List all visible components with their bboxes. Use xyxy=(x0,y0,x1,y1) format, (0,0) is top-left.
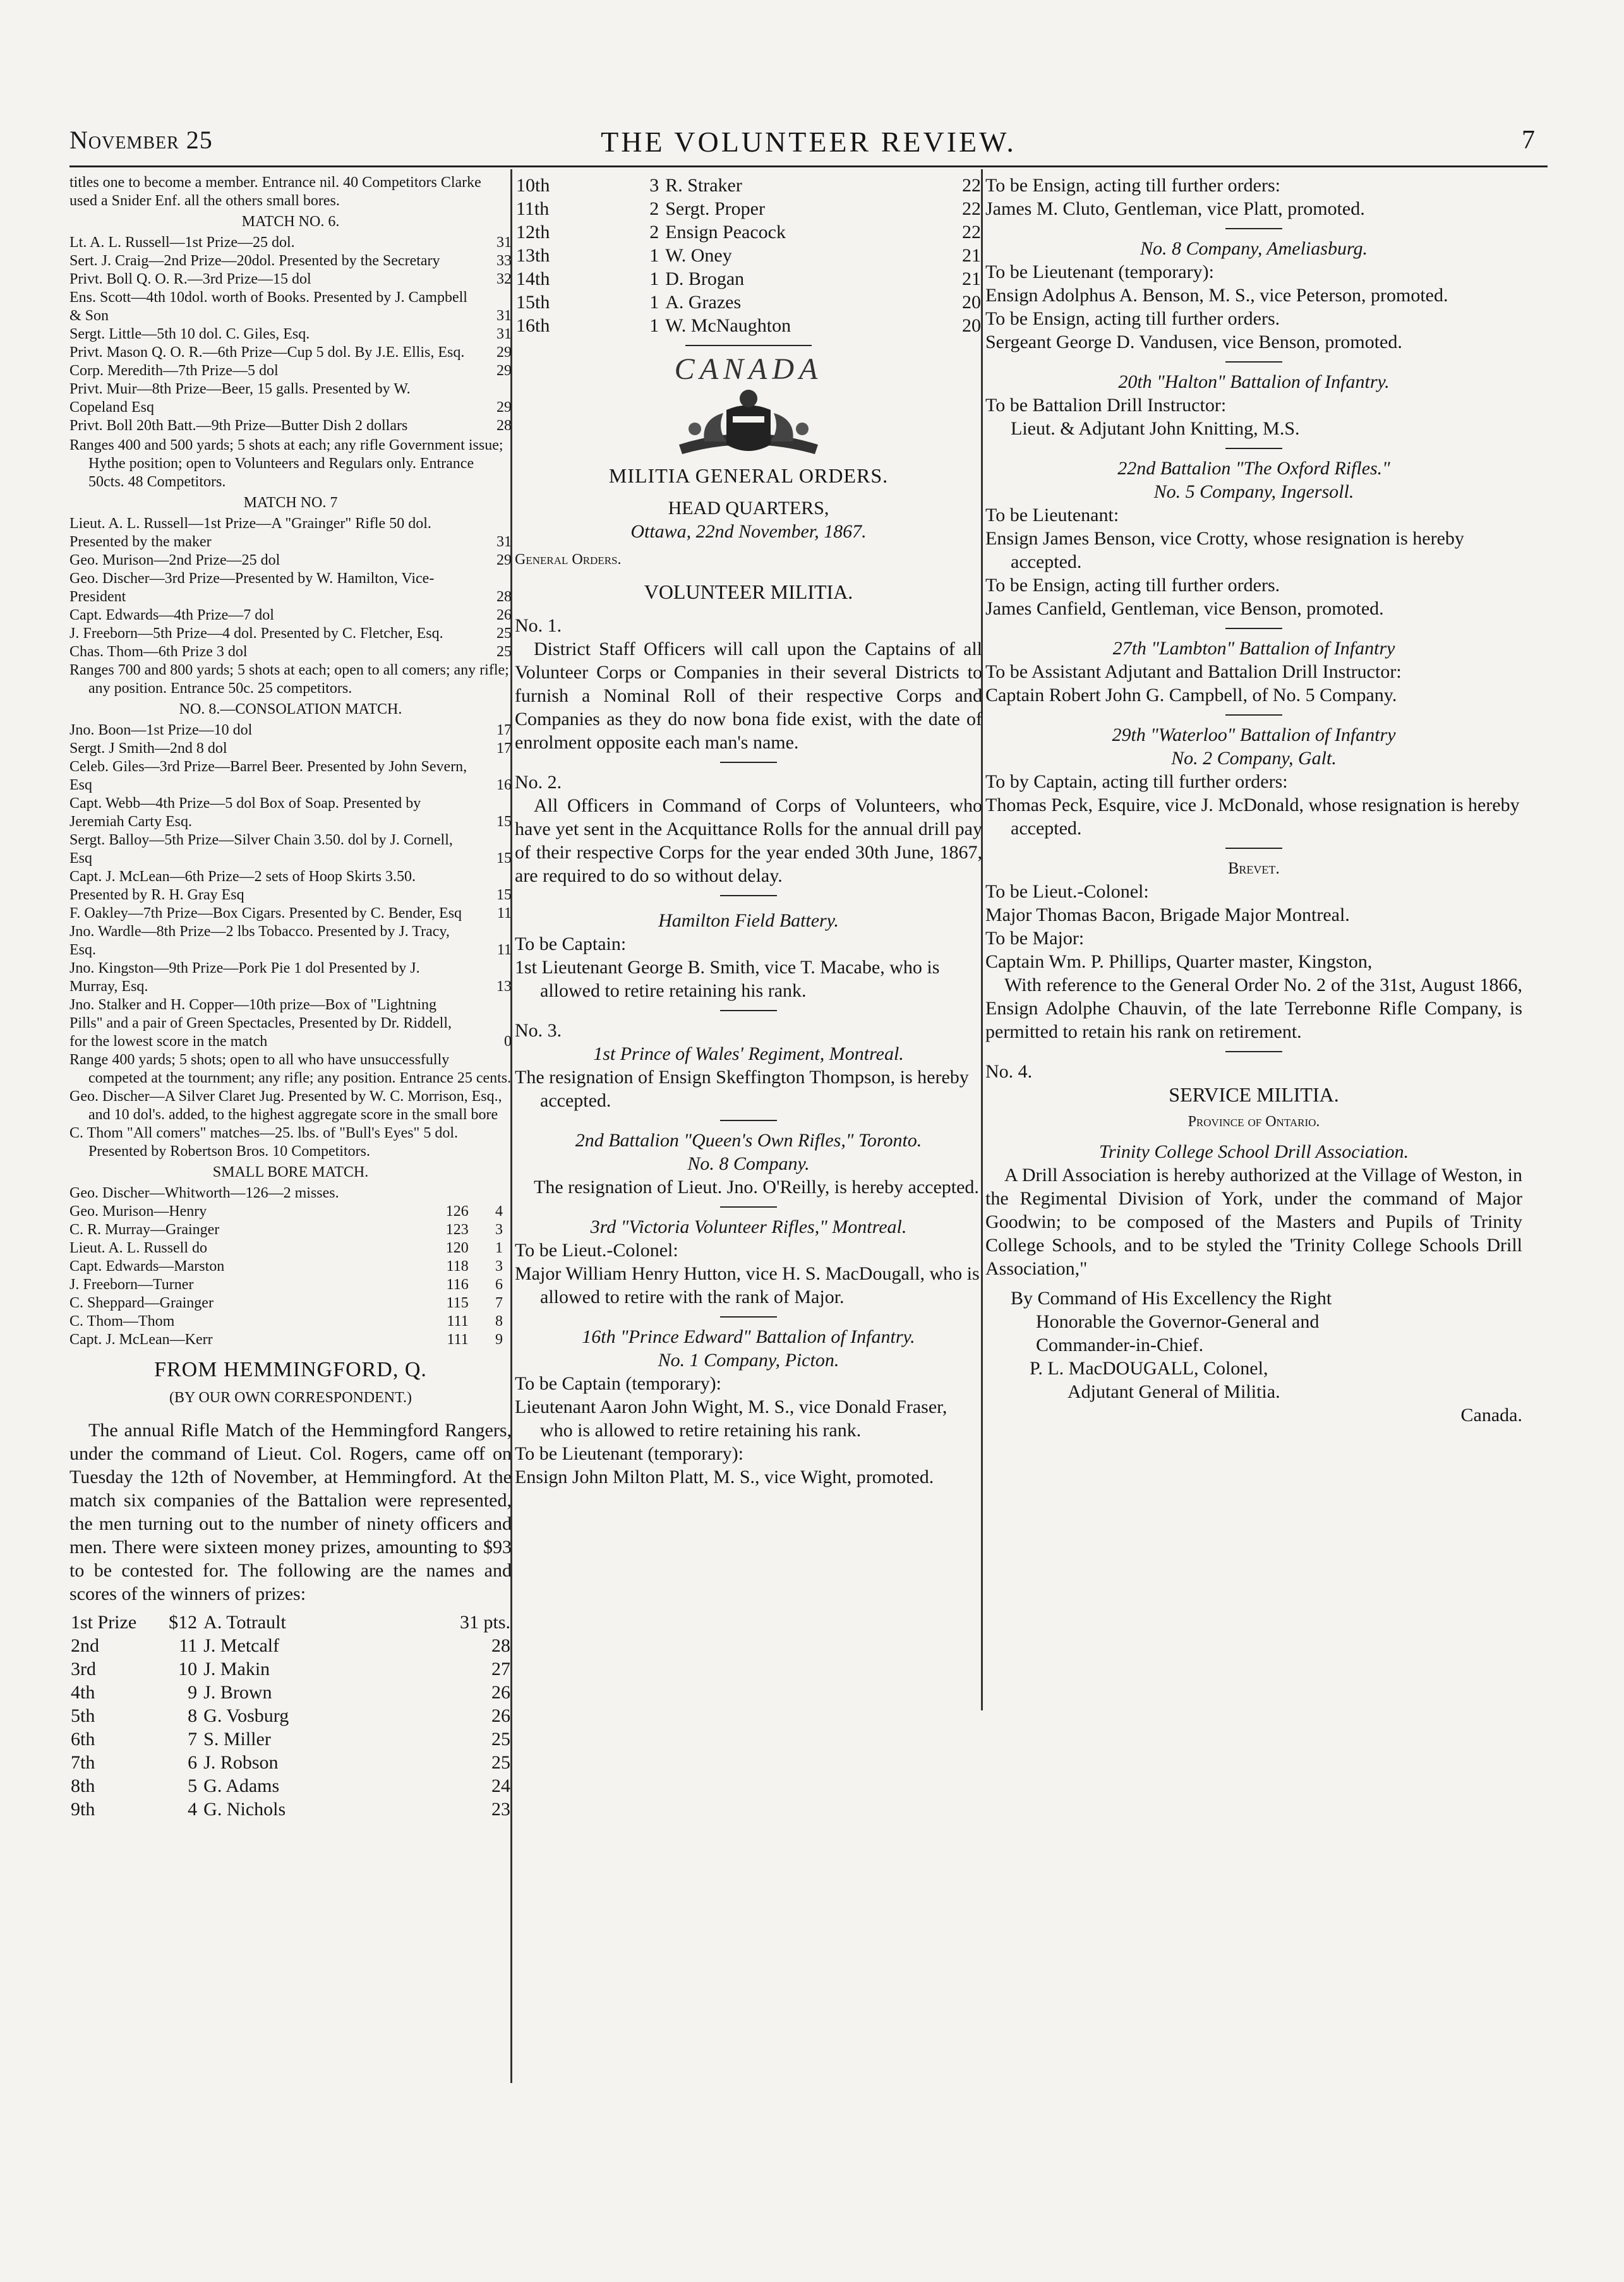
prize-place: 6th xyxy=(71,1729,95,1750)
prize-row xyxy=(515,197,982,220)
prize-winner: J. Robson xyxy=(203,1752,279,1773)
prize-amount: 5 xyxy=(188,1775,198,1796)
entry-text: Jno. Wardle—8th Prize—2 lbs Tobacco. Presented by J. Tracy, Esq. xyxy=(69,923,450,958)
signature-place: Canada. xyxy=(1460,1405,1522,1426)
prize-place: 5th xyxy=(71,1705,95,1726)
prize-winner: J. Metcalf xyxy=(203,1635,280,1656)
entry-text: Lt. A. L. Russell—1st Prize—25 dol. xyxy=(69,234,295,251)
prize-place: 16th xyxy=(516,315,550,336)
prize-amount: $12 xyxy=(169,1612,198,1633)
prize-table-continued xyxy=(515,174,982,337)
prize-amount: 2 xyxy=(649,198,659,219)
qor-heading: 2nd Battalion "Queen's Own Rifles," Toronto. xyxy=(575,1130,922,1151)
prize-place: 7th xyxy=(71,1752,95,1773)
entry-text: Privt. Muir—8th Prize—Beer, 15 galls. Presented by W. Copeland Esq xyxy=(69,381,411,416)
score-row xyxy=(69,904,512,923)
waterloo-to-be: To by Captain, acting till further orders: xyxy=(985,771,1288,792)
score-row xyxy=(69,643,512,661)
prize-amount: 1 xyxy=(649,268,659,289)
entry-score: 25 xyxy=(496,625,512,642)
smallbore-name: Capt. J. McLean—Kerr xyxy=(69,1331,213,1348)
oxford-heading: 22nd Battalion "The Oxford Rifles." xyxy=(1117,458,1390,479)
prize-score: 25 xyxy=(491,1752,510,1773)
column-3 xyxy=(985,174,1522,1427)
entry-score: 25 xyxy=(496,644,512,660)
prize-amount: 2 xyxy=(649,222,659,243)
prize-row xyxy=(69,1657,512,1681)
entry-score: 15 xyxy=(496,850,512,867)
command-line-3: Commander-in-Chief. xyxy=(1036,1335,1204,1355)
prize-row xyxy=(69,1727,512,1751)
smallbore-name: Lieut. A. L. Russell do xyxy=(69,1240,207,1256)
prize-winner: S. Miller xyxy=(203,1729,271,1750)
prize-place: 12th xyxy=(516,222,550,243)
hemmingford-body: The annual Rifle Match of the Hemmingford Rangers, under the command of Lieut. Col. Rogers, came off on Tuesday the 12th of November, at Hemmingford. At the match six companies of the Battalion were represented, the men turning out to the number of ninety officers and men. There were sixteen money prizes, amounting to $93 to be contested for. The following are the names and scores of the winners of prizes: xyxy=(69,1420,512,1604)
halton-heading: 20th "Halton" Battalion of Infantry. xyxy=(1118,371,1390,392)
brevet-body-2: Captain Wm. P. Phillips, Quarter master, Kingston, xyxy=(985,951,1373,972)
pwr-body: The resignation of Ensign Skeffington Thompson, is hereby accepted. xyxy=(515,1067,969,1111)
prize-amount: 8 xyxy=(188,1705,198,1726)
hamilton-to-be: To be Captain: xyxy=(515,934,627,954)
match7-note: Ranges 700 and 800 yards; 5 shots at each; open to all comers; any rifle; any position. Entrance 50c. 25 competitors. xyxy=(69,662,509,697)
divider xyxy=(720,1206,777,1208)
hq-date: Ottawa, 22nd November, 1867. xyxy=(630,521,867,542)
prize-winner: D. Brogan xyxy=(665,268,745,289)
entry-text: Sergt. J Smith—2nd 8 dol xyxy=(69,740,227,757)
prize-row xyxy=(69,1798,512,1821)
prize-row xyxy=(69,1634,512,1657)
prize-score: 25 xyxy=(491,1729,510,1750)
amel-body-2: Sergeant George D. Vandusen, vice Benson, promoted. xyxy=(985,332,1402,352)
entry-score: 28 xyxy=(496,417,512,434)
score-row xyxy=(69,740,512,758)
oxford-to-be-2: To be Ensign, acting till further orders. xyxy=(985,575,1280,596)
score-row xyxy=(69,570,512,606)
entry-text: Sert. J. Craig—2nd Prize—20dol. Presented by the Secretary xyxy=(69,253,440,269)
prize-score: 26 xyxy=(491,1682,510,1703)
prize-place: 9th xyxy=(71,1799,95,1820)
amel-to-be-2: To be Ensign, acting till further orders. xyxy=(985,308,1280,329)
score-row xyxy=(69,325,512,344)
score-row xyxy=(69,758,512,795)
smallbore-row xyxy=(69,1331,512,1349)
entry-text: Capt. Edwards—4th Prize—7 dol xyxy=(69,607,274,623)
orders-title: MILITIA GENERAL ORDERS. xyxy=(608,464,889,487)
entry-text: Geo. Murison—2nd Prize—25 dol xyxy=(69,552,280,568)
pe-subheading: No. 1 Company, Picton. xyxy=(658,1350,839,1371)
canada-title: CANADA xyxy=(674,352,823,386)
halton-body: Lieut. & Adjutant John Knitting, M.S. xyxy=(1011,418,1300,439)
entry-score: 16 xyxy=(496,777,512,793)
match6-note: Ranges 400 and 500 yards; 5 shots at each; any rifle Government issue; Hythe position; open to Volunteers and Regulars only. Entrance 50cts. 48 Competitors. xyxy=(69,437,503,490)
brevet-to-be-2: To be Major: xyxy=(985,928,1085,949)
entry-score: 15 xyxy=(496,887,512,903)
divider xyxy=(720,895,777,896)
prize-score: 22 xyxy=(962,175,981,196)
entry-score: 0 xyxy=(504,1033,512,1050)
brevet-body-1: Major Thomas Bacon, Brigade Major Montreal. xyxy=(985,904,1350,925)
prize-row xyxy=(69,1774,512,1798)
prize-place: 3rd xyxy=(71,1659,96,1679)
service-militia-heading: SERVICE MILITIA. xyxy=(1169,1083,1339,1106)
prize-winner: W. McNaughton xyxy=(665,315,791,336)
ameliasburg-heading: No. 8 Company, Ameliasburg. xyxy=(1140,238,1368,259)
prize-row xyxy=(515,291,982,314)
smallbore-heading: SMALL BORE MATCH. xyxy=(212,1164,369,1180)
prize-amount: 7 xyxy=(188,1729,198,1750)
hemmingford-byline: (BY OUR OWN CORRESPONDENT.) xyxy=(169,1390,412,1406)
score-row xyxy=(69,270,512,289)
smallbore-name: J. Freeborn—Turner xyxy=(69,1276,194,1293)
divider xyxy=(1225,448,1282,449)
prize-winner: J. Brown xyxy=(203,1682,272,1703)
entry-text: Privt. Boll Q. O. R.—3rd Prize—15 dol xyxy=(69,271,311,287)
match7-heading: MATCH NO. 7 xyxy=(243,495,338,511)
entry-text: Lieut. A. L. Russell—1st Prize—A "Grainger" Rifle 50 dol. Presented by the maker xyxy=(69,515,431,550)
smallbore-row xyxy=(69,1276,512,1294)
brevet-to-be-1: To be Lieut.-Colonel: xyxy=(985,881,1149,902)
smallbore-score: 111 xyxy=(447,1313,469,1330)
match8-table xyxy=(69,721,512,1051)
smallbore-name: C. Thom—Thom xyxy=(69,1313,175,1330)
entry-text: Jno. Kingston—9th Prize—Pork Pie 1 dol Presented by J. Murray, Esq. xyxy=(69,960,420,995)
entry-score: 29 xyxy=(496,552,512,568)
order-no2: No. 2. xyxy=(515,772,562,793)
divider xyxy=(1225,228,1282,229)
smallbore-score: 123 xyxy=(445,1222,469,1238)
qor-body: The resignation of Lieut. Jno. O'Reilly, is hereby accepted. xyxy=(534,1177,979,1198)
entry-score: 26 xyxy=(496,607,512,623)
entry-text: Sergt. Balloy—5th Prize—Silver Chain 3.50. dol by J. Cornell, Esq xyxy=(69,832,453,867)
vvr-heading: 3rd "Victoria Volunteer Rifles," Montreal. xyxy=(590,1216,907,1237)
prize-score: 27 xyxy=(491,1659,510,1679)
prize-place: 11th xyxy=(516,198,550,219)
entry-score: 17 xyxy=(496,740,512,757)
smallbore-misses: 3 xyxy=(495,1258,503,1275)
score-row xyxy=(69,344,512,362)
score-row xyxy=(69,831,512,868)
prize-score: 31 pts. xyxy=(459,1612,510,1633)
prize-row xyxy=(69,1681,512,1704)
volunteer-militia-heading: VOLUNTEER MILITIA. xyxy=(644,580,853,603)
prize-score: 22 xyxy=(962,198,981,219)
smallbore-misses: 1 xyxy=(495,1240,503,1256)
prize-winner: W. Oney xyxy=(665,245,732,266)
divider xyxy=(720,762,777,763)
prize-place: 8th xyxy=(71,1775,95,1796)
prize-winner: Ensign Peacock xyxy=(665,222,786,243)
entry-text: Capt. Webb—4th Prize—5 dol Box of Soap. Presented by Jeremiah Carty Esq. xyxy=(69,795,421,830)
column-2 xyxy=(515,174,982,1489)
smallbore-score: 118 xyxy=(446,1258,469,1275)
pe-heading: 16th "Prince Edward" Battalion of Infantry. xyxy=(582,1326,915,1347)
prize-place: 1st Prize xyxy=(71,1612,137,1633)
prize-place: 14th xyxy=(516,268,550,289)
prize-place: 4th xyxy=(71,1682,95,1703)
vvr-to-be: To be Lieut.-Colonel: xyxy=(515,1240,678,1261)
amel-to-be-1: To be Lieutenant (temporary): xyxy=(985,261,1214,282)
divider xyxy=(720,1010,777,1011)
prize-amount: 9 xyxy=(188,1682,198,1703)
oxford-to-be-1: To be Lieutenant: xyxy=(985,505,1119,525)
trinity-body: A Drill Association is hereby authorized at the Village of Weston, in the Regimental Division of York, under the command of Major Goodwin; to be composed of the Masters and Pupils of Trinity College Schools, and to be styled the 'Trinity College Schools Drill Association," xyxy=(985,1165,1522,1279)
pe-body-2: Ensign John Milton Platt, M. S., vice Wight, promoted. xyxy=(515,1467,934,1487)
prize-winner: G. Nichols xyxy=(203,1799,286,1820)
smallbore-row xyxy=(69,1294,512,1312)
entry-score: 17 xyxy=(496,722,512,738)
order-no2-body: All Officers in Command of Corps of Volunteers, who have yet sent in the Acquittance Rolls for the annual drill pay of their respective Corps for the year ended 30th June, 1867, are required to do so without delay. xyxy=(515,795,982,886)
divider xyxy=(720,1316,777,1318)
oxford-body-1: Ensign James Benson, vice Crotty, whose resignation is hereby accepted. xyxy=(985,528,1464,572)
smallbore-row xyxy=(69,1258,512,1276)
smallbore-misses: 6 xyxy=(495,1276,503,1293)
smallbore-name: C. R. Murray—Grainger xyxy=(69,1222,220,1238)
pe-body-1: Lieutenant Aaron John Wight, M. S., vice Donald Fraser, who is allowed to retire retaining his rank. xyxy=(515,1396,947,1441)
smallbore-row xyxy=(69,1221,512,1239)
entry-score: 11 xyxy=(496,942,512,958)
score-row xyxy=(69,362,512,380)
prize-row xyxy=(69,1611,512,1634)
pe-to-be-1: To be Captain (temporary): xyxy=(515,1373,721,1394)
smallbore-misses: 7 xyxy=(495,1295,503,1311)
header-rule xyxy=(69,165,1548,167)
entry-score: 29 xyxy=(496,363,512,379)
entry-text: Geo. Discher—3rd Prize—Presented by W. Hamilton, Vice-President xyxy=(69,570,435,605)
chauvin-order: With reference to the General Order No. 2 of the 31st, August 1866, Ensign Adolphe Chauvin, of the late Terrebonne Rifle Company, is permitted to retain his rank on retirement. xyxy=(985,975,1522,1042)
entry-text: Chas. Thom—6th Prize 3 dol xyxy=(69,644,248,660)
ensign-body: James M. Cluto, Gentleman, vice Platt, promoted. xyxy=(985,198,1365,219)
province-heading: Province of Ontario. xyxy=(1188,1114,1320,1130)
prize-place: 13th xyxy=(516,245,550,266)
entry-text: J. Freeborn—5th Prize—4 dol. Presented by C. Fletcher, Esq. xyxy=(69,625,443,642)
prize-row xyxy=(515,267,982,291)
entry-score: 31 xyxy=(496,308,512,324)
prize-score: 28 xyxy=(491,1635,510,1656)
prize-winner: G. Adams xyxy=(203,1775,280,1796)
prize-amount: 10 xyxy=(178,1659,198,1679)
prize-winner: R. Straker xyxy=(665,175,742,196)
prize-amount: 3 xyxy=(649,175,659,196)
smallbore-row xyxy=(69,1239,512,1258)
prize-row xyxy=(515,314,982,337)
entry-score: 29 xyxy=(496,344,512,361)
prize-score: 24 xyxy=(491,1775,510,1796)
pwr-heading: 1st Prince of Wales' Regiment, Montreal. xyxy=(593,1043,904,1064)
entry-text: Privt. Boll 20th Batt.—9th Prize—Butter Dish 2 dollars xyxy=(69,417,408,434)
oxford-subheading: No. 5 Company, Ingersoll. xyxy=(1153,481,1354,502)
halton-to-be: To be Battalion Drill Instructor: xyxy=(985,395,1227,416)
order-no1-body: District Staff Officers will call upon the Captains of all Volunteer Corps or Companies in their several Districts to furnish a Nominal Roll of their respective Corps and Companies as they do now bona fide exist, with the date of enrolment opposite each man's name. xyxy=(515,639,982,753)
prize-score: 20 xyxy=(962,292,981,313)
score-row xyxy=(69,721,512,740)
hemmingford-prize-table xyxy=(69,1611,512,1821)
hq-label: HEAD QUARTERS, xyxy=(668,498,829,519)
smallbore-row xyxy=(69,1312,512,1331)
match-intro: titles one to become a member. Entrance nil. 40 Competitors Clarke used a Snider Enf. all the others small bores. xyxy=(69,174,481,209)
divider xyxy=(1225,628,1282,629)
score-row xyxy=(69,417,512,435)
prize-score: 21 xyxy=(962,245,981,266)
order-no4: No. 4. xyxy=(985,1061,1033,1082)
column-1 xyxy=(69,174,512,1821)
entry-score: 33 xyxy=(496,253,512,269)
smallbore-name: Geo. Murison—Henry xyxy=(69,1203,207,1220)
score-row xyxy=(69,289,512,325)
divider xyxy=(1225,361,1282,363)
prize-place: 2nd xyxy=(71,1635,99,1656)
entry-text: Jno. Stalker and H. Copper—10th prize—Box of "Lightning Pills" and a pair of Green Spectacles, Presented by Dr. Riddell, for the lowest score in the match xyxy=(69,997,452,1050)
score-row xyxy=(69,515,512,551)
oxford-body-2: James Canfield, Gentleman, vice Benson, promoted. xyxy=(985,598,1384,619)
entry-text: Sergt. Little—5th 10 dol. C. Giles, Esq. xyxy=(69,326,310,342)
prize-score: 22 xyxy=(962,222,981,243)
entry-score: 31 xyxy=(496,234,512,251)
prize-row xyxy=(515,244,982,267)
entry-score: 13 xyxy=(496,978,512,995)
entry-text: Privt. Mason Q. O. R.—6th Prize—Cup 5 dol. By J.E. Ellis, Esq. xyxy=(69,344,465,361)
vvr-body: Major William Henry Hutton, vice H. S. MacDougall, who is allowed to retire with the rank of Major. xyxy=(515,1263,980,1307)
match7-table xyxy=(69,515,512,661)
prize-score: 23 xyxy=(491,1799,510,1820)
entry-score: 29 xyxy=(496,399,512,416)
score-row xyxy=(69,795,512,831)
score-row xyxy=(69,996,512,1051)
prize-amount: 1 xyxy=(649,292,659,313)
entry-text: Ens. Scott—4th 10dol. worth of Books. Presented by J. Campbell & Son xyxy=(69,289,467,324)
prize-row xyxy=(515,220,982,244)
hamilton-battery-heading: Hamilton Field Battery. xyxy=(658,910,839,931)
smallbore-score: 116 xyxy=(446,1276,469,1293)
prize-score: 20 xyxy=(962,315,981,336)
entry-text: Jno. Boon—1st Prize—10 dol xyxy=(69,722,253,738)
score-row xyxy=(69,923,512,959)
smallbore-name: Capt. Edwards—Marston xyxy=(69,1258,225,1275)
entry-text: Celeb. Giles—3rd Prize—Barrel Beer. Presented by John Severn, Esq xyxy=(69,759,467,793)
waterloo-heading: 29th "Waterloo" Battalion of Infantry xyxy=(1112,724,1396,745)
hemmingford-heading: FROM HEMMINGFORD, Q. xyxy=(154,1358,427,1381)
signer-name: P. L. MacDOUGALL, Colonel, xyxy=(1030,1358,1268,1379)
prize-winner: J. Makin xyxy=(203,1659,270,1679)
prize-row xyxy=(69,1704,512,1727)
header-date: November 25 xyxy=(69,126,213,154)
prize-winner: Sergt. Proper xyxy=(665,198,765,219)
divider xyxy=(1225,848,1282,849)
qor-subheading: No. 8 Company. xyxy=(687,1153,810,1174)
prize-place: 15th xyxy=(516,292,550,313)
match6-table xyxy=(69,234,512,435)
extra-prize-1: Geo. Discher—A Silver Claret Jug. Presented by W. C. Morrison, Esq., and 10 dol's. added, to the highest aggregate score in the small bore xyxy=(69,1088,502,1123)
prize-winner: G. Vosburg xyxy=(203,1705,289,1726)
score-row xyxy=(69,868,512,904)
match6-heading: MATCH NO. 6. xyxy=(241,213,340,230)
score-row xyxy=(69,959,512,996)
score-row xyxy=(69,252,512,270)
entry-score: 31 xyxy=(496,326,512,342)
brevet-heading: Brevet. xyxy=(1228,859,1280,877)
lambton-to-be: To be Assistant Adjutant and Battalion Drill Instructor: xyxy=(985,661,1402,682)
prize-winner: A. Grazes xyxy=(665,292,742,313)
smallbore-misses: 4 xyxy=(495,1203,503,1220)
score-row xyxy=(69,551,512,570)
waterloo-subheading: No. 2 Company, Galt. xyxy=(1171,748,1337,769)
entry-score: 15 xyxy=(496,814,512,830)
entry-text: F. Oakley—7th Prize—Box Cigars. Presented by C. Bender, Esq xyxy=(69,905,462,922)
smallbore-row xyxy=(69,1203,512,1221)
smallbore-name: C. Sheppard—Grainger xyxy=(69,1295,214,1311)
waterloo-body: Thomas Peck, Esquire, vice J. McDonald, whose resignation is hereby accepted. xyxy=(985,795,1520,839)
page-number: 7 xyxy=(1522,126,1535,155)
smallbore-score: 111 xyxy=(447,1331,469,1348)
smallbore-score: 126 xyxy=(445,1203,469,1220)
command-line-2: Honorable the Governor-General and xyxy=(1036,1311,1320,1332)
prize-amount: 1 xyxy=(649,315,659,336)
order-no1: No. 1. xyxy=(515,615,562,636)
score-row xyxy=(69,606,512,625)
score-row xyxy=(69,380,512,417)
prize-amount: 1 xyxy=(649,245,659,266)
prize-score: 26 xyxy=(491,1705,510,1726)
order-no3: No. 3. xyxy=(515,1020,562,1041)
entry-score: 31 xyxy=(496,534,512,550)
divider xyxy=(1225,1051,1282,1052)
general-orders-label: General Orders. xyxy=(515,551,622,568)
smallbore-score: 120 xyxy=(445,1240,469,1256)
signer-title: Adjutant General of Militia. xyxy=(1068,1381,1280,1402)
entry-text: Capt. J. McLean—6th Prize—2 sets of Hoop Skirts 3.50. Presented by R. H. Gray Esq xyxy=(69,868,416,903)
extra-prize-2: C. Thom "All comers" matches—25. lbs. of "Bull's Eyes" 5 dol. Presented by Robertson Bros. 10 Competitors. xyxy=(69,1125,459,1160)
score-row xyxy=(69,234,512,252)
divider xyxy=(720,1120,777,1121)
prize-score: 21 xyxy=(962,268,981,289)
prize-amount: 6 xyxy=(188,1752,198,1773)
pe-to-be-2: To be Lieutenant (temporary): xyxy=(515,1443,743,1464)
divider xyxy=(1225,714,1282,716)
score-row xyxy=(69,625,512,643)
amel-body-1: Ensign Adolphus A. Benson, M. S., vice Peterson, promoted. xyxy=(985,285,1448,306)
page-header xyxy=(69,125,1548,163)
entry-score: 32 xyxy=(496,271,512,287)
coat-of-arms-icon xyxy=(666,385,831,460)
trinity-heading: Trinity College School Drill Association. xyxy=(1098,1141,1409,1162)
match8-heading: NO. 8.—CONSOLATION MATCH. xyxy=(179,701,402,718)
smallbore-intro: Geo. Discher—Whitworth—126—2 misses. xyxy=(69,1185,339,1201)
prize-place: 10th xyxy=(516,175,550,196)
command-line-1: By Command of His Excellency the Right xyxy=(1011,1288,1332,1309)
prize-winner: A. Totrault xyxy=(203,1612,286,1633)
entry-text: Corp. Meredith—7th Prize—5 dol xyxy=(69,363,279,379)
lambton-heading: 27th "Lambton" Battalion of Infantry xyxy=(1112,638,1395,659)
prize-amount: 11 xyxy=(179,1635,198,1656)
prize-row xyxy=(515,174,982,197)
publication-title: THE VOLUNTEER REVIEW. xyxy=(601,126,1016,158)
smallbore-misses: 8 xyxy=(495,1313,503,1330)
prize-row xyxy=(69,1751,512,1774)
entry-score: 11 xyxy=(496,905,512,922)
match8-note: Range 400 yards; 5 shots; open to all who have unsuccessfully competed at the tournment; any rifle; any position. Entrance 25 cents. xyxy=(69,1052,512,1086)
hamilton-body: 1st Lieutenant George B. Smith, vice T. Macabe, who is allowed to retire retaining his rank. xyxy=(515,957,940,1001)
smallbore-misses: 3 xyxy=(495,1222,503,1238)
smallbore-score: 115 xyxy=(446,1295,469,1311)
lambton-body: Captain Robert John G. Campbell, of No. 5 Company. xyxy=(985,685,1397,706)
smallbore-table xyxy=(69,1203,512,1349)
smallbore-misses: 9 xyxy=(495,1331,503,1348)
divider xyxy=(685,345,812,346)
ensign-to-be: To be Ensign, acting till further orders: xyxy=(985,175,1280,196)
prize-amount: 4 xyxy=(188,1799,198,1820)
entry-score: 28 xyxy=(496,589,512,605)
